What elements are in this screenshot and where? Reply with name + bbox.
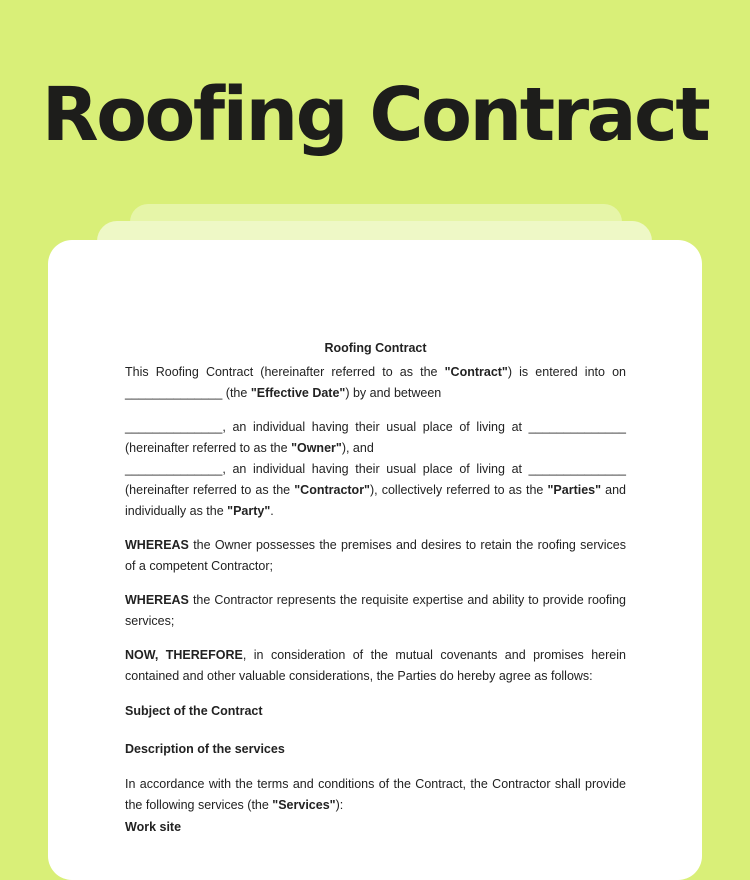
contractor-text-3: and individually as the (125, 483, 626, 518)
intro-text-1: This Roofing Contract (hereinafter referred to as the (125, 365, 445, 379)
now-therefore-text: , in consideration of the mutual covenants and promises herein contained and other valuable considerations, the Parties do hereby agree as follows: (125, 648, 626, 683)
services-text-1: In accordance with the terms and conditions of the Contract, the Contractor shall provide the following services (the (125, 777, 626, 812)
section-description-of-services: Description of the services (125, 742, 285, 756)
now-therefore-keyword: NOW, THEREFORE (125, 648, 243, 662)
owner-term: "Owner" (291, 441, 342, 455)
document-card (48, 240, 702, 880)
intro-paragraph (125, 362, 626, 404)
intro-text-2: ) is entered into on ______________ (the (125, 365, 626, 400)
owner-text-1: ______________, an individual having their usual place of living at ______________ (hereinafter referred to as the (125, 420, 626, 455)
whereas-owner-text: the Owner possesses the premises and desires to retain the roofing services of a competent Contractor; (125, 538, 626, 573)
parties-term: "Parties" (547, 483, 602, 497)
document-body (125, 338, 626, 838)
services-term: "Services" (272, 798, 336, 812)
contractor-paragraph (125, 459, 626, 522)
contractor-term: "Contractor" (294, 483, 370, 497)
hero-title: Roofing Contract (41, 72, 709, 158)
whereas-contractor-text: the Contractor represents the requisite expertise and ability to provide roofing services; (125, 593, 626, 628)
intro-text-3: ) by and between (345, 386, 442, 400)
contractor-text-2: ), collectively referred to as the (369, 483, 548, 497)
contractor-text-1: ______________, an individual having their usual place of living at ______________ (hereinafter referred to as the (125, 462, 626, 497)
owner-paragraph (125, 417, 626, 459)
services-paragraph (125, 774, 626, 816)
section-subject-of-contract: Subject of the Contract (125, 704, 263, 718)
whereas-keyword: WHEREAS (125, 593, 189, 607)
services-text-2: ): (335, 798, 344, 812)
intro-term-effective-date: "Effective Date" (250, 386, 346, 400)
party-term: "Party" (227, 504, 271, 518)
now-therefore-paragraph (125, 645, 626, 687)
whereas-owner-paragraph (125, 535, 626, 577)
document-heading: Roofing Contract (324, 341, 427, 355)
contractor-text-4: . (270, 504, 274, 518)
intro-term-contract: "Contract" (444, 365, 508, 379)
section-work-site: Work site (125, 820, 182, 834)
whereas-keyword: WHEREAS (125, 538, 189, 552)
whereas-contractor-paragraph (125, 590, 626, 632)
owner-text-2: ), and (341, 441, 374, 455)
